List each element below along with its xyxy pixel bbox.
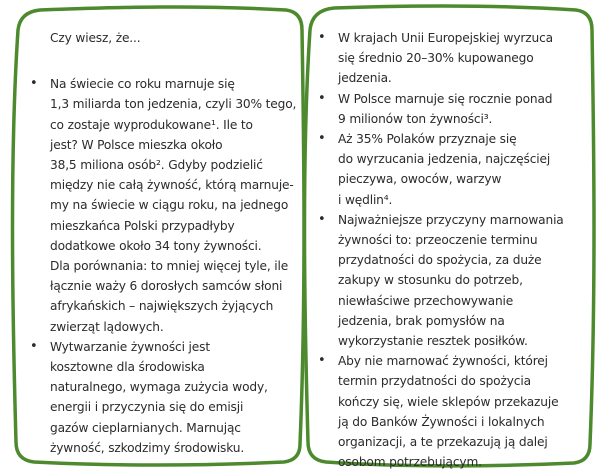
fact-text-line: • Najważniejsze przyczyny marnowania [338,212,564,227]
fact-text-line: osobom potrzebującym. [338,455,482,470]
fact-text-line: zakupy w stosunku do potrzeb, [338,273,523,288]
fact-text-line: jest? W Polsce mieszka około [50,137,223,152]
fact-text-line: energii i przyczynia się do emisji [50,400,244,415]
fact-text-line: kosztowne dla środowiska [50,360,205,375]
fact-item [318,129,580,210]
fact-text-line: termin przydatności do spożycia [338,374,531,389]
fact-item [30,74,297,337]
fact-text-line: łącznie waży 6 dorosłych samców słoni [50,279,283,294]
fact-text-line: 38,5 miliona osób². Gdyby podzielić [50,158,263,173]
fact-text-line: 1,3 miliarda ton jedzenia, czyli 30% tego, [50,97,297,112]
fact-text-line: • W Polsce marnuje się rocznie ponad [338,91,553,106]
fact-text-line: • Na świecie co roku marnuje się [50,77,235,92]
fact-text-line: • Wytwarzanie żywności jest [50,339,210,354]
fact-text-line: my na świecie w ciągu roku, na jednego [50,198,289,213]
fact-text-line: się średnio 20–30% kupowanego [338,51,534,66]
fact-text-line: jedzenia. [338,71,392,86]
fact-text-line: ją do Banków Żywności i lokalnych [338,414,545,429]
fact-text-line: afrykańskich – największych żyjących [50,299,274,314]
fact-item [318,28,580,89]
fact-text-line: • W krajach Unii Europejskiej wyrzuca [338,31,553,45]
fact-text-line: zwierząt lądowych. [50,319,164,334]
fact-text-line: • Aż 35% Polaków przyznaje się [338,132,517,147]
fact-text-line: wykorzystanie resztek posiłków. [338,334,528,349]
fact-text-line: kończy się, wiele sklepów przekazuje [338,394,559,409]
fact-text-line: żywności to: przeoczenie terminu [338,233,538,248]
fact-text-line: organizacji, a te przekazują ją dalej [338,435,548,450]
fact-item [318,351,580,472]
fact-text-line: między nie całą żywność, którą marnuje- [50,178,294,193]
fact-text-line: dodatkowe około 34 tony żywności. [50,238,262,253]
fact-text-line: Dla porównania: to mniej więcej tyle, ile [50,259,289,274]
fact-text-line: mieszkańca Polski przypadłyby [50,218,235,233]
fact-text-line: przydatności do spożycia, za duże [338,253,542,268]
fact-item [30,337,292,458]
fact-text-line: naturalnego, wymaga zużycia wody, [50,380,268,395]
fact-text-line: co zostaje wyprodukowane¹. Ile to [50,117,253,132]
fact-text-line: i wędlin⁴. [338,192,393,207]
fact-item [318,89,580,129]
fact-text-line: • Aby nie marnować żywności, której [338,354,548,369]
fact-item [318,210,580,351]
intro-heading: Czy wiesz, że... [50,31,141,45]
fact-text-line: gazów cieplarnianych. Marnując [50,420,241,435]
fact-text-line: 9 milionów ton żywności³. [338,111,493,126]
left-panel [30,28,297,458]
fact-text-line: do wyrzucania jedzenia, najczęściej [338,152,551,167]
fact-text-line: niewłaściwe przechowywanie [338,293,514,308]
fact-text-line: żywność, szkodzimy środowisku. [50,440,245,455]
left-fact-list [30,74,297,458]
right-fact-list [318,28,580,472]
fact-text-line: jedzenia, brak pomysłów na [338,313,505,328]
fact-text-line: pieczywa, owoców, warzyw [338,172,502,187]
right-panel [318,28,580,472]
